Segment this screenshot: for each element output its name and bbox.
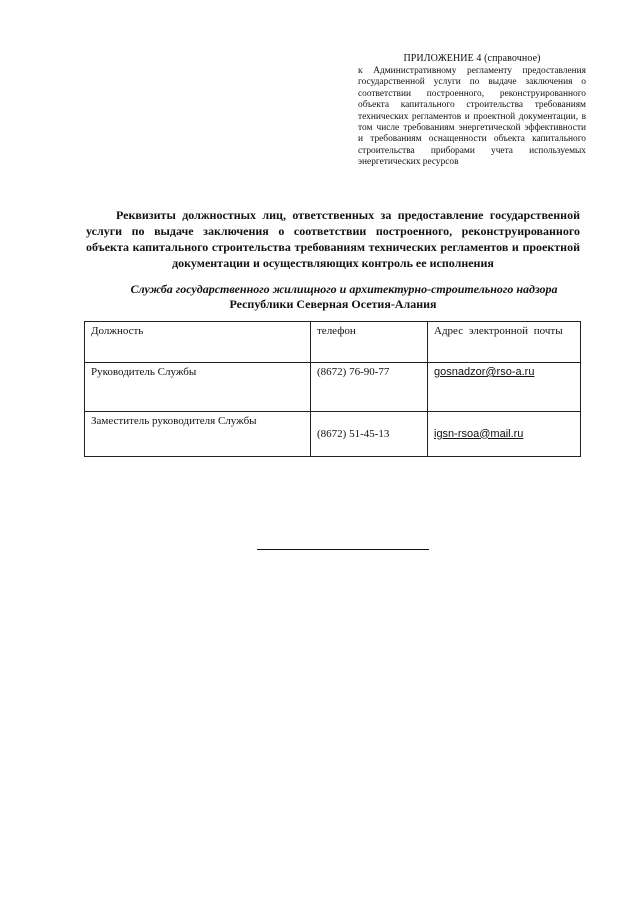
table-header-row	[85, 322, 581, 363]
email-link[interactable]: igsn-rsoa@mail.ru	[434, 427, 524, 440]
contacts-table	[84, 321, 581, 457]
closing-divider	[257, 549, 429, 550]
appendix-title: ПРИЛОЖЕНИЕ 4 (справочное)	[403, 53, 541, 64]
email-link[interactable]: gosnadzor@rso-a.ru	[434, 366, 535, 378]
document-heading: Реквизиты должностных лиц, ответственных за предоставление государственной услуги по выдаче заключения о соответствии построенного, реконструированного объекта капитального строительства требованиям технических регламентов и проектной документации и осуществляющих контроль ее исполнения	[86, 208, 580, 270]
header-email: Адрес электронной почты	[428, 322, 581, 363]
cell-email	[428, 363, 581, 412]
appendix-text: к Административному регламенту предоставления государственной услуги по выдаче заключения о соответствии построенного, реконструированного объекта капитального строительства требованиям технических регламентов и проектной документации, в том числе требованиям энергетической эффективности и требованиям оснащенности объекта капитального строительства приборами учета используемых энергетических ресурсов	[358, 66, 586, 168]
header-position: Должность	[85, 322, 311, 363]
appendix-block	[358, 52, 586, 169]
cell-phone: (8672) 51-45-13	[311, 412, 428, 457]
table-row	[85, 363, 581, 412]
organization-name-line1: Служба государственного жилищного и архитектурно-строительного надзора	[130, 282, 558, 296]
organization-name	[86, 282, 580, 312]
cell-email	[428, 412, 581, 457]
cell-position: Заместитель руководителя Службы	[85, 412, 311, 457]
organization-name-line2: Республики Северная Осетия-Алания	[229, 297, 437, 311]
table-row	[85, 412, 581, 457]
cell-phone: (8672) 76-90-77	[311, 363, 428, 412]
cell-position: Руководитель Службы	[85, 363, 311, 412]
header-phone: телефон	[311, 322, 428, 363]
